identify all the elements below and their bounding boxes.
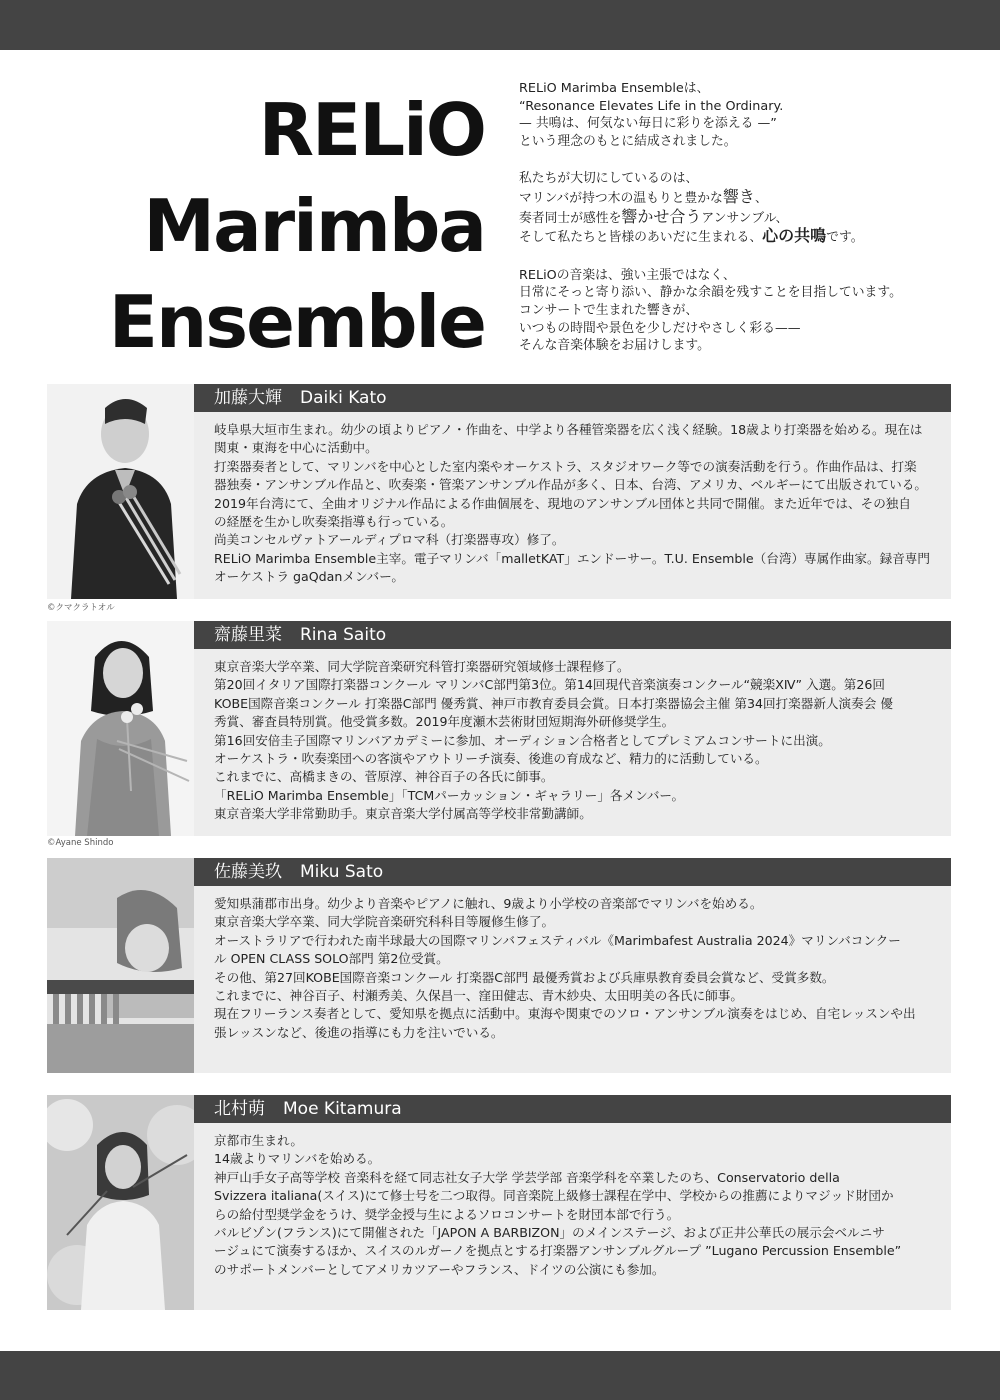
intro-line: 私たちが大切にしているのは、 <box>519 171 699 187</box>
portrait-placeholder-icon <box>47 384 194 599</box>
bio-line: その他、第27回KOBE国際音楽コンクール 打楽器C部門 最優秀賞および兵庫県教育委員会賞など、受賞多数。 <box>214 969 835 985</box>
intro-text-run: そして私たちと皆様のあいだに生まれる、 <box>519 230 763 246</box>
bio-line: らの給付型奨学金をうけ、奨学金授与生によるソロコンサートを財団本部で行う。 <box>214 1206 680 1222</box>
member-photo <box>47 858 194 1073</box>
bio-line: 東京音楽大学非常勤助手。東京音楽大学付属高等学校非常勤講師。 <box>214 806 592 822</box>
bio-line: 現在フリーランス奏者として、愛知県を拠点に活動中。東海や関東でのソロ・アンサンブル演奏をはじめ、自宅レッスンや出 <box>214 1006 916 1022</box>
member-name-bar <box>194 858 951 886</box>
bio-line: ル OPEN CLASS SOLO部門 第2位受賞。 <box>214 951 449 967</box>
member-name-ja: 佐藤美玖 <box>214 862 282 882</box>
bio-line: Svizzera italiana(スイス)にて修士号を二つ取得。同音楽院上級修士課程在学中、学校からの推薦によりマジッド財団か <box>214 1188 894 1204</box>
photo-credit: ©クマクラトオル <box>47 603 115 613</box>
title-line-1: RELiO <box>258 88 485 172</box>
top-bar <box>0 0 1000 50</box>
bio-line: オーストラリアで行われた南半球最大の国際マリンバフェスティバル《Marimbafest Australia 2024》マリンバコンクー <box>214 932 901 948</box>
bio-line: 14歳よりマリンバを始める。 <box>214 1151 381 1167</box>
intro-paragraph-3 <box>519 267 979 355</box>
bio-line: 「RELiO Marimba Ensemble」「TCMパーカッション・ギャラリー」各メンバー。 <box>214 787 685 803</box>
intro-line: RELiO Marimba Ensembleは、 <box>519 81 710 96</box>
member-name-bar <box>194 384 951 412</box>
bio-line: 神戸山手女子高等学校 音楽科を経て同志社女子大学 学芸学部 音楽学科を卒業したのち、Conservatorio della <box>214 1169 840 1185</box>
intro-paragraph-1 <box>519 80 979 150</box>
bio-line: の経歴を生かし吹奏楽指導も行っている。 <box>214 514 454 530</box>
intro-text-run: アンサンブル、 <box>701 210 789 226</box>
ensemble-title <box>100 82 485 370</box>
emphasis-hibikaseau: 響かせ合う <box>621 206 702 226</box>
bio-line: 第16回安倍圭子国際マリンバアカデミーに参加、オーディション合格者としてプレミアムコンサートに出演。 <box>214 732 831 748</box>
bio-line: ージュにて演奏するほか、スイスのルガーノを拠点とする打楽器アンサンブルグループ ”Lugano Percussion Ensemble” <box>214 1243 902 1259</box>
intro-line: という理念のもとに結成されました。 <box>519 133 737 149</box>
intro-text <box>519 80 979 375</box>
bio-line: 張レッスンなど、後進の指導にも力を注いでいる。 <box>214 1024 504 1040</box>
bio-line: 打楽器奏者として、マリンバを中心とした室内楽やオーケストラ、スタジオワーク等での演奏活動を行う。作曲作品は、打楽 <box>214 458 917 474</box>
bio-line: バルビゾン(フランス)にて開催された「JAPON A BARBIZON」のメインステージ、および正井公華氏の展示会ベルニサ <box>214 1225 885 1241</box>
bio-line: オーケストラ・吹奏楽団への客演やアウトリーチ演奏、後進の育成など、精力的に活動している。 <box>214 751 768 767</box>
intro-line: — 共鳴は、何気ない毎日に彩りを添える —” <box>519 116 777 132</box>
bio-line: KOBE国際音楽コンクール 打楽器C部門 優秀賞、神戸市教育委員会賞。日本打楽器協会主催 第34回打楽器新人演奏会 優 <box>214 695 893 711</box>
intro-line: そんな音楽体験をお届けします。 <box>519 338 710 354</box>
intro-line: “Resonance Elevates Life in the Ordinary. <box>519 98 784 114</box>
intro-line <box>519 208 979 228</box>
member-bio <box>194 649 951 836</box>
member-photo <box>47 1095 194 1310</box>
photo-credit: ©Ayane Shindo <box>47 838 114 848</box>
member-name-en: Daiki Kato <box>300 388 387 408</box>
intro-line <box>519 188 979 208</box>
member-bio <box>194 412 951 599</box>
title-line-2: Marimba <box>143 184 485 268</box>
emphasis-kokoro-no-kyomei: 心の共鳴 <box>762 226 827 246</box>
bio-line: これまでに、神谷百子、村瀬秀美、久保昌一、窪田健志、青木紗央、太田明美の各氏に師事。 <box>214 988 743 1004</box>
intro-text-run: 、 <box>754 190 768 206</box>
portrait-placeholder-icon <box>47 1095 194 1310</box>
member-photo <box>47 621 194 836</box>
bio-line: これまでに、高橋まきの、菅原淳、神谷百子の各氏に師事。 <box>214 769 554 785</box>
bio-line: 関東・東海を中心に活動中。 <box>214 440 378 456</box>
bio-line: のサポートメンバーとしてアメリカツアーやフランス、ドイツの公演にも参加。 <box>214 1261 665 1277</box>
member-name-ja: 齋藤里菜 <box>214 625 282 645</box>
intro-text-run: マリンバが持つ木の温もりと豊かな <box>519 190 723 206</box>
intro-line: RELiOの音楽は、強い主張ではなく、 <box>519 267 736 283</box>
member-name-ja: 北村萌 <box>214 1099 265 1119</box>
member-name-en: Miku Sato <box>300 862 384 882</box>
emphasis-hibiki: 響き <box>722 186 755 206</box>
bio-line: 尚美コンセルヴァトアールディプロマ科（打楽器専攻）修了。 <box>214 532 565 548</box>
bio-line: オーケストラ gaQdanメンバー。 <box>214 569 404 585</box>
member-name-bar <box>194 621 951 649</box>
portrait-placeholder-icon <box>47 621 194 836</box>
bio-line: 東京音楽大学卒業、同大学院音楽研究科管打楽器研究領域修士課程修了。 <box>214 659 630 674</box>
member-name-en: Moe Kitamura <box>283 1099 402 1119</box>
bio-line: 秀賞、審査員特別賞。他受賞多数。2019年度瀬木芸術財団短期海外研修奨学生。 <box>214 714 675 730</box>
intro-line: 日常にそっと寄り添い、静かな余韻を残すことを目指しています。 <box>519 285 902 301</box>
bio-line: 2019年台湾にて、全曲オリジナル作品による作曲個展を、現地のアンサンブル団体と共同で開催。また近年では、その独自 <box>214 495 911 511</box>
portrait-placeholder-icon <box>47 858 194 1073</box>
bio-line: 東京音楽大学卒業、同大学院音楽研究科科目等履修生修了。 <box>214 914 555 930</box>
intro-paragraph-2 <box>519 170 979 246</box>
intro-line <box>519 227 979 247</box>
intro-text-run: です。 <box>826 230 864 246</box>
member-name-bar <box>194 1095 951 1123</box>
bio-line: 愛知県蒲郡市出身。幼少より音楽やピアノに触れ、9歳より小学校の音楽部でマリンバを始める。 <box>214 896 763 911</box>
member-photo <box>47 384 194 599</box>
member-bio <box>194 886 951 1073</box>
title-line-3: Ensemble <box>108 280 485 364</box>
bio-line: 岐阜県大垣市生まれ。幼少の頃よりピアノ・作曲を、中学より各種管楽器を広く浅く経験。18歳より打楽器を始める。現在は <box>214 422 923 437</box>
bio-line: 京都市生まれ。 <box>214 1133 303 1148</box>
bio-line: 器独奏・アンサンブル作品と、吹奏楽・管楽アンサンブル作品が多く、日本、台湾、アメリカ、ベルギーにて出版されている。 <box>214 477 927 493</box>
bottom-bar <box>0 1351 1000 1400</box>
member-name-ja: 加藤大輝 <box>214 388 282 408</box>
intro-line: コンサートで生まれた響きが、 <box>519 302 699 318</box>
bio-line: 第20回イタリア国際打楽器コンクール マリンバC部門第3位。第14回現代音楽演奏コンクール“競楽ⅩⅣ” 入選。第26回 <box>214 677 886 693</box>
member-name-en: Rina Saito <box>300 625 387 645</box>
intro-line: いつもの時間や景色を少しだけやさしく彩る—— <box>519 320 801 336</box>
bio-line: RELiO Marimba Ensemble主宰。電子マリンバ「malletKAT」エンドーサー。T.U. Ensemble（台湾）専属作曲家。録音専門 <box>214 550 930 566</box>
intro-text-run: 奏者同士が感性を <box>519 210 622 226</box>
member-bio <box>194 1123 951 1310</box>
